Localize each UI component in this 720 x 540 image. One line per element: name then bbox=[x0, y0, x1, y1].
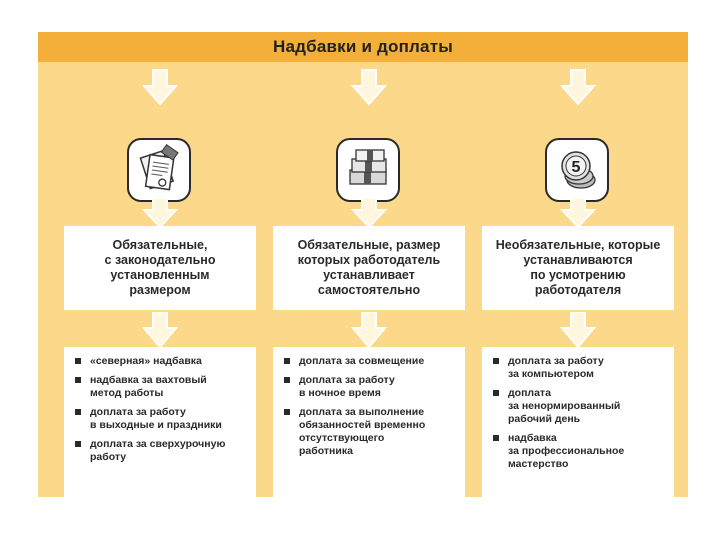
list-item: доплата за работу в выходные и праздники bbox=[72, 406, 248, 432]
list-item: надбавка за вахтовый метод работы bbox=[72, 374, 248, 400]
arrow-down-icon bbox=[559, 68, 597, 106]
column-mandatory-employer bbox=[273, 62, 465, 497]
money-bundles-icon bbox=[336, 138, 400, 202]
arrow-down-icon bbox=[559, 312, 597, 348]
arrow-down-icon bbox=[350, 198, 388, 228]
svg-text:5: 5 bbox=[571, 159, 581, 176]
category-description: Обязательные, размер которых работодатель устанавливает самостоятельно bbox=[273, 226, 465, 310]
list-item: доплата за выполнение обязанностей временно отсутствующего работника bbox=[281, 406, 457, 458]
diagram-title: Надбавки и доплаты bbox=[273, 37, 453, 56]
column-optional bbox=[482, 62, 674, 497]
list-item: «северная» надбавка bbox=[72, 355, 248, 368]
category-description: Необязательные, которые устанавливаются по усмотрению работодателя bbox=[482, 226, 674, 310]
list-item: доплата за сверхурочную работу bbox=[72, 438, 248, 464]
arrow-down-icon bbox=[350, 68, 388, 106]
list-item: доплата за работу в ночное время bbox=[281, 374, 457, 400]
header-bar bbox=[38, 32, 688, 62]
coins-icon bbox=[545, 138, 609, 202]
list-item: надбавка за профессиональное мастерство bbox=[490, 432, 666, 471]
arrow-down-icon bbox=[141, 312, 179, 348]
list-item: доплата за работу за компьютером bbox=[490, 355, 666, 381]
allowance-list bbox=[273, 347, 465, 517]
arrow-down-icon bbox=[141, 198, 179, 228]
arrow-down-icon bbox=[350, 312, 388, 348]
diagram-panel bbox=[38, 32, 688, 497]
allowance-list bbox=[64, 347, 256, 517]
arrow-down-icon bbox=[559, 198, 597, 228]
list-item: доплата за ненормированный рабочий день bbox=[490, 387, 666, 426]
column-mandatory-legal bbox=[64, 62, 256, 497]
category-description: Обязательные, с законодательно установленным размером bbox=[64, 226, 256, 310]
list-item: доплата за совмещение bbox=[281, 355, 457, 368]
documents-icon bbox=[127, 138, 191, 202]
arrow-down-icon bbox=[141, 68, 179, 106]
allowance-list bbox=[482, 347, 674, 517]
